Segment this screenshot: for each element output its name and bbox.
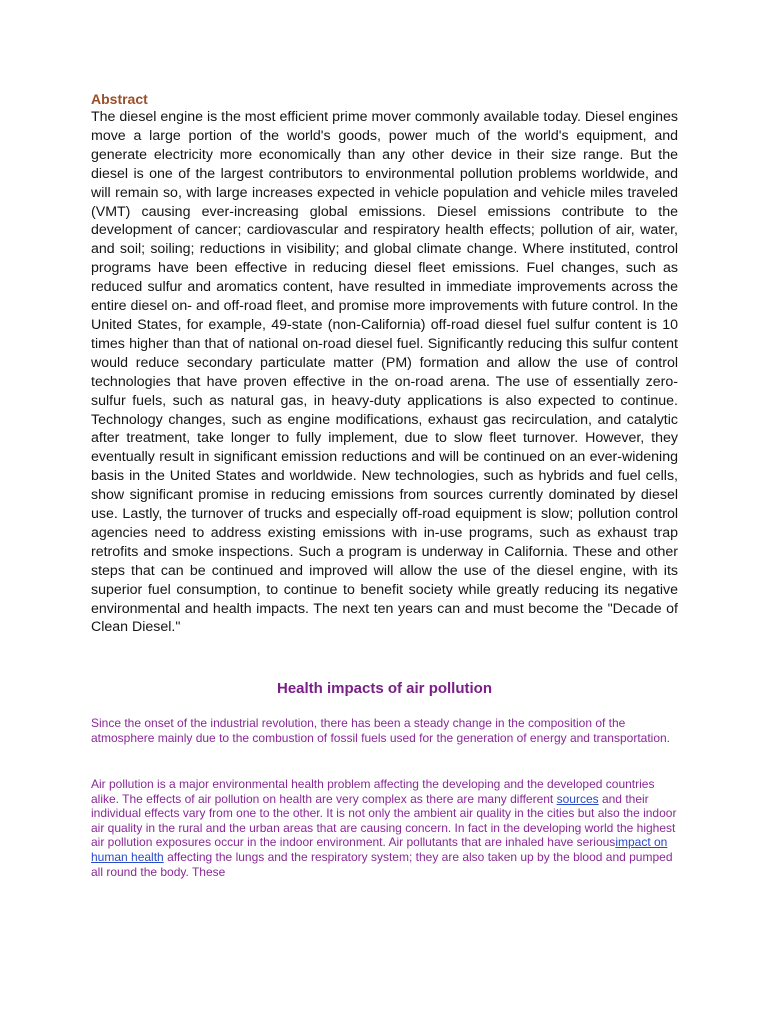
abstract-heading: Abstract bbox=[91, 91, 148, 107]
paragraph-2-text-c: affecting the lungs and the respiratory system; they are also taken up by the blood and pumped all round the body. These bbox=[91, 849, 673, 879]
sources-link[interactable]: sources bbox=[556, 791, 599, 806]
paragraph-2-text-b: and their individual effects vary from one to the other. It is not only the ambient air quality in the cities but also the indoor air quality in the rural and the urban areas that are causing concern. In fact in the developing world the highest air pollution exposures occur in the indoor environment. Air pollutants that are inhaled have serious bbox=[91, 791, 677, 850]
paragraph-2-text-a: Air pollution is a major environmental health problem affecting the developing and the developed countries alike. The effects of air pollution on health are very complex as there are many different bbox=[91, 777, 655, 806]
abstract-body: The diesel engine is the most efficient prime mover commonly available today. Diesel engines move a large portion of the world's goods, power much of the world's equipment, and generate electricity more economically than any other device in their size range. But the diesel is one of the largest contributors to environmental pollution problems worldwide, and will remain so, with large increases expected in vehicle population and vehicle miles traveled (VMT) causing ever-increasing global emissions. Diesel emissions contribute to the development of cancer; cardiovascular and respiratory health effects; pollution of air, water, and soil; soiling; reductions in visibility; and global climate change. Where instituted, control programs have been effective in reducing diesel fleet emissions. Fuel changes, such as reduced sulfur and aromatics content, have resulted in immediate improvements across the entire diesel on- and off-road fleet, and promise more improvements with future control. In the United States, for example, 49-state (non-California) off-road diesel fuel sulfur content is 10 times higher than that of national on-road diesel fuel. Significantly reducing this sulfur content would reduce secondary particulate matter (PM) formation and allow the use of control technologies that have proven effective in the on-road arena. The use of essentially zero-sulfur fuels, such as natural gas, in heavy-duty applications is also expected to continue. Technology changes, such as engine modifications, exhaust gas recirculation, and catalytic after treatment, take longer to fully implement, due to slow fleet turnover. However, they eventually result in significant emission reductions and will be continued on an ever-widening basis in the United States and worldwide. New technologies, such as hybrids and fuel cells, show significant promise in reducing emissions from sources currently dominated by diesel use. Lastly, the turnover of trucks and especially off-road equipment is slow; pollution control agencies need to address existing emissions with in-use programs, such as exhaust trap retrofits and smoke inspections. Such a program is underway in California. These and other steps that can be continued and improved will allow the use of the diesel engine, with its superior fuel consumption, to continue to benefit society while greatly reducing its negative environmental and health impacts. The next ten years can and must become the "Decade of Clean Diesel." bbox=[91, 109, 678, 636]
health-paragraph-1: Since the onset of the industrial revolution, there has been a steady change in the composition of the atmosphere mainly due to the combustion of fossil fuels used for the generation of energy and transportation. bbox=[91, 716, 671, 745]
section-title: Health impacts of air pollution bbox=[276, 680, 493, 697]
health-paragraph-2 bbox=[91, 777, 681, 879]
impact-on-human-health-link[interactable]: impact on human health bbox=[91, 835, 668, 864]
